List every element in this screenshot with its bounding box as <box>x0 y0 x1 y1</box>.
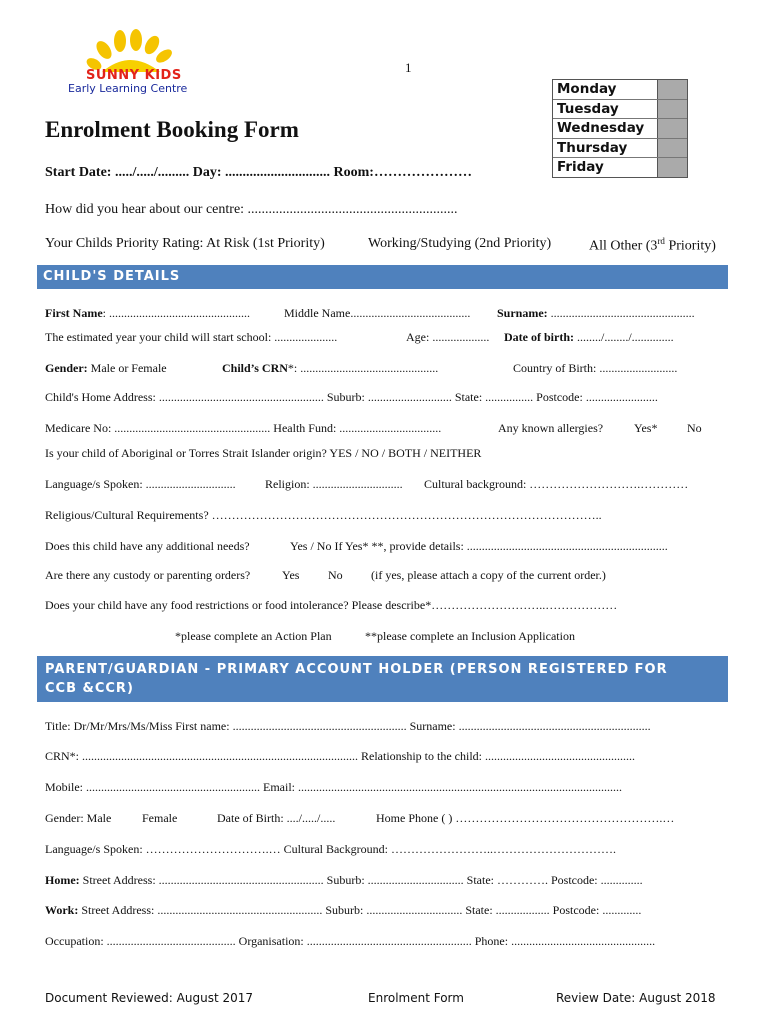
child-crn-field[interactable] <box>222 361 438 376</box>
start-date-line[interactable]: Start Date: ...../...../......... Day: .............................. Room:………………… <box>45 165 472 180</box>
work-label: Work: <box>45 903 79 917</box>
crn-dots: *: .............................................. <box>287 361 439 375</box>
additional-needs-options[interactable]: Yes / No If Yes* **, provide details: ................................................................... <box>290 539 668 553</box>
age-field[interactable]: Age: ................... <box>406 330 490 344</box>
first-name-dots: : ............................................... <box>102 306 250 320</box>
day-checkbox[interactable] <box>657 139 687 158</box>
home-label: Home: <box>45 873 80 887</box>
day-label: Wednesday <box>557 120 645 136</box>
parent-header-line1: PARENT/GUARDIAN - PRIMARY ACCOUNT HOLDER (PERSON REGISTERED FOR <box>45 662 668 677</box>
child-language-field[interactable]: Language/s Spoken: .............................. <box>45 477 236 491</box>
day-label: Monday <box>557 81 617 97</box>
inclusion-note: **please complete an Inclusion Application <box>365 629 575 643</box>
day-row-thursday[interactable] <box>553 139 687 159</box>
surname-field[interactable] <box>497 306 695 321</box>
additional-needs-question: Does this child have any additional needs? <box>45 539 250 553</box>
dob-dots: ......../......../.............. <box>573 330 674 344</box>
dob-label: Date of birth: <box>504 330 574 344</box>
day-checkbox[interactable] <box>657 119 687 138</box>
custody-note: (if yes, please attach a copy of the current order.) <box>371 568 606 582</box>
gender-options: Male or Female <box>87 361 167 375</box>
day-checkbox[interactable] <box>657 80 687 99</box>
work-address-line[interactable] <box>45 903 641 918</box>
cultural-background-field[interactable]: Cultural background: ……………………….………… <box>424 477 689 491</box>
footer-title: Enrolment Form <box>368 991 464 1005</box>
parent-gender-male[interactable]: Gender: Male <box>45 811 112 825</box>
home-address-fields: Street Address: ....................................................... Suburb: ................................ State: …………. Postcode: .............. <box>79 873 643 887</box>
action-plan-note: *please complete an Action Plan <box>175 629 332 643</box>
parent-gender-female[interactable]: Female <box>142 811 178 825</box>
day-label: Tuesday <box>557 100 619 117</box>
days-table <box>552 79 688 178</box>
footer-review-date: Review Date: August 2018 <box>556 991 716 1005</box>
first-name-label: First Name <box>45 306 103 320</box>
child-details-header: CHILD'S DETAILS <box>37 265 728 289</box>
religion-field[interactable]: Religion: .............................. <box>265 477 403 491</box>
parent-crn-line[interactable]: CRN*: ............................................................................................ Relationship to the child: .................................................. <box>45 749 635 763</box>
allergies-question: Any known allergies? <box>498 421 604 435</box>
medicare-line[interactable]: Medicare No: .................................................... Health Fund: .................................. <box>45 421 442 435</box>
dob-field[interactable] <box>504 330 674 345</box>
crn-label: Child’s CRN <box>222 361 288 375</box>
custody-question: Are there any custody or parenting orders? <box>45 568 251 582</box>
food-restrictions-line[interactable]: Does your child have any food restrictions or food intolerance? Please describe*………………………..……………… <box>45 598 618 612</box>
surname-label: Surname: <box>497 306 548 320</box>
middle-name-field[interactable]: Middle Name........................................ <box>284 306 471 320</box>
surname-dots: ................................................ <box>547 306 695 320</box>
parent-mobile-email-line[interactable]: Mobile: .......................................................... Email: ............................................................................................................ <box>45 780 622 794</box>
priority-other-sup: rd <box>657 236 665 246</box>
allergies-no[interactable]: No <box>687 421 702 435</box>
work-address-fields: Street Address: ....................................................... Suburb: ................................ State: .................. Postcode: ............. <box>78 903 642 917</box>
priority-at-risk[interactable]: Your Childs Priority Rating: At Risk (1st Priority) <box>45 236 325 251</box>
country-of-birth-field[interactable]: Country of Birth: .......................... <box>513 361 678 375</box>
day-row-friday[interactable] <box>553 158 687 177</box>
logo-line2: Early Learning Centre <box>68 82 188 95</box>
parent-language-line[interactable]: Language/s Spoken: ………………………….… Cultural Background: ……………………..…………………………. <box>45 842 616 856</box>
sunny-kids-logo <box>64 28 214 98</box>
parent-title-name-line[interactable]: Title: Dr/Mr/Mrs/Ms/Miss First name: .......................................................... Surname: ................................................................ <box>45 719 651 733</box>
occupation-line[interactable]: Occupation: ........................................... Organisation: ....................................................... Phone: ................................................ <box>45 934 656 948</box>
custody-yes[interactable]: Yes <box>282 568 300 582</box>
parent-dob-field[interactable]: Date of Birth: ..../...../..... <box>217 811 336 825</box>
priority-other-post: Priority) <box>664 238 716 254</box>
priority-other-pre: All Other (3 <box>589 238 658 254</box>
religious-requirements-line[interactable]: Religious/Cultural Requirements? …………………………………………………………………………………….. <box>45 508 602 522</box>
allergies-yes[interactable]: Yes* <box>634 421 658 435</box>
day-label: Thursday <box>557 139 628 156</box>
day-checkbox[interactable] <box>657 100 687 119</box>
first-name-field[interactable] <box>45 306 250 321</box>
footer-reviewed: Document Reviewed: August 2017 <box>45 991 254 1005</box>
day-row-monday[interactable] <box>553 80 687 100</box>
page-title: Enrolment Booking Form <box>45 117 299 142</box>
home-address-line[interactable] <box>45 873 643 888</box>
hear-about-line[interactable]: How did you hear about our centre: ............................................................ <box>45 202 458 217</box>
parent-header-line2: CCB &CCR) <box>45 681 134 696</box>
child-address-line[interactable]: Child's Home Address: ....................................................... Suburb: ............................ State: ................ Postcode: ........................ <box>45 390 658 404</box>
day-row-tuesday[interactable] <box>553 100 687 120</box>
day-label: Friday <box>557 159 604 175</box>
gender-field[interactable] <box>45 361 167 376</box>
logo-line1: SUNNY KIDS <box>86 68 182 83</box>
page-number: 1 <box>405 60 412 75</box>
priority-working[interactable]: Working/Studying (2nd Priority) <box>368 236 552 251</box>
gender-label: Gender: <box>45 361 88 375</box>
parent-guardian-header <box>37 656 728 702</box>
aboriginal-question[interactable]: Is your child of Aboriginal or Torres Strait Islander origin? YES / NO / BOTH / NEITHER <box>45 446 482 460</box>
custody-no[interactable]: No <box>328 568 343 582</box>
est-school-year-field[interactable]: The estimated year your child will start school: ..................... <box>45 330 338 344</box>
day-row-wednesday[interactable] <box>553 119 687 139</box>
priority-other[interactable] <box>589 236 716 255</box>
day-checkbox[interactable] <box>657 158 687 177</box>
parent-home-phone-field[interactable]: Home Phone ( ) …………………………………………….… <box>376 811 675 825</box>
